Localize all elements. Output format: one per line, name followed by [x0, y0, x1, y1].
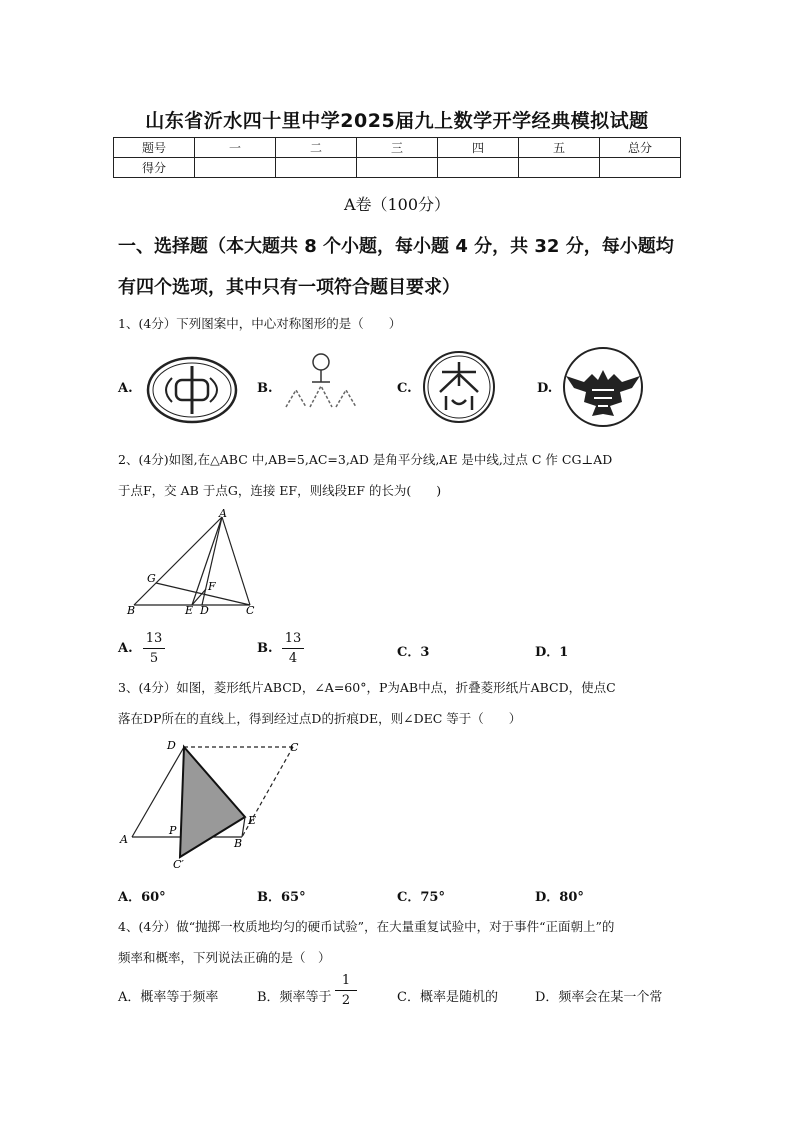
q3-text-line2: 落在DP所在的直线上，得到经过点D的折痕DE，则∠DEC 等于（ ）	[118, 711, 522, 726]
q2-label-f: F	[208, 580, 216, 593]
q2-option-b-denominator: 4	[288, 651, 298, 666]
q1-option-d-image	[562, 346, 644, 428]
q1-text: 1、(4分）下列图案中，中心对称图形的是（ ）	[118, 316, 402, 331]
q1-option-b-label[interactable]: B.	[257, 381, 273, 396]
q3-label-c-prime: C′	[173, 858, 184, 871]
score-table	[113, 137, 681, 178]
q3-label-p: P	[169, 824, 177, 837]
q4-option-b-fraction	[335, 973, 357, 1008]
score-cell: 四	[438, 138, 519, 158]
q2-option-a-numerator: 13	[145, 631, 163, 646]
q4-option-b-label[interactable]: B．频率等于	[257, 990, 332, 1005]
q3-label-d: D	[167, 739, 176, 752]
q4-option-c[interactable]: C．概率是随机的	[397, 990, 498, 1005]
q1-option-a-image	[146, 356, 238, 424]
section-a-heading: A卷（100分）	[343, 195, 451, 214]
q4-text-line2: 频率和概率，下列说法正确的是（ ）	[118, 950, 331, 965]
score-table-header-row	[114, 138, 681, 158]
q3-label-b: B	[234, 837, 243, 850]
q3-text-line1: 3、(4分）如图，菱形纸片ABCD，∠A=60°，P为AB中点，折叠菱形纸片ABCD，使点C	[118, 680, 616, 695]
q2-option-b-numerator: 13	[284, 631, 302, 646]
score-cell: 三	[357, 138, 438, 158]
score-cell: 五	[519, 138, 600, 158]
score-cell: 得分	[114, 158, 195, 178]
q2-option-a-denominator: 5	[149, 651, 159, 666]
q2-triangle-diagram	[126, 507, 266, 620]
q1-option-c-image	[422, 350, 496, 424]
q2-line-ac	[222, 517, 250, 605]
score-cell: 二	[276, 138, 357, 158]
section1-heading-line2: 有四个选项，其中只有一项符合题目要求）	[118, 277, 460, 298]
q3-option-c[interactable]: C．75°	[397, 890, 445, 905]
score-input-cell[interactable]	[195, 158, 276, 178]
q3-rhombus-diagram	[118, 735, 308, 875]
q4-option-d[interactable]: D．频率会在某一个常	[535, 990, 663, 1005]
exam-title: 山东省沂水四十里中学2025届九上数学开学经典模拟试题	[145, 110, 649, 132]
q2-label-b: B	[127, 604, 136, 617]
score-input-cell[interactable]	[276, 158, 357, 178]
q2-option-c[interactable]: C．3	[397, 645, 430, 660]
q1-option-c-label[interactable]: C.	[397, 381, 412, 396]
q3-label-e: E	[248, 814, 257, 827]
q2-label-c: C	[246, 604, 255, 617]
q2-label-d: D	[200, 604, 209, 617]
q4-option-a[interactable]: A．概率等于频率	[118, 990, 219, 1005]
score-input-cell[interactable]	[519, 158, 600, 178]
section1-heading-line1: 一、选择题（本大题共 8 个小题，每小题 4 分，共 32 分，每小题均	[118, 236, 674, 257]
q2-text-line1: 2、(4分)如图,在△ABC 中,AB=5,AC=3,AD 是角平分线,AE 是中线,过点 C 作 CG⊥AD	[118, 452, 613, 467]
q4-option-b-denominator: 2	[341, 993, 351, 1008]
q1-option-d-label[interactable]: D.	[537, 381, 553, 396]
score-table-score-row	[114, 158, 681, 178]
q2-label-g: G	[147, 572, 156, 585]
score-input-cell[interactable]	[438, 158, 519, 178]
q2-option-b-label[interactable]: B.	[257, 641, 273, 656]
q2-label-e: E	[185, 604, 194, 617]
score-cell: 题号	[114, 138, 195, 158]
q3-option-a[interactable]: A．60°	[118, 890, 166, 905]
q3-option-b[interactable]: B．65°	[257, 890, 306, 905]
q1-option-b-image	[284, 352, 358, 410]
q2-label-a: A	[219, 507, 227, 520]
q2-option-a-label[interactable]: A.	[118, 641, 133, 656]
score-cell: 一	[195, 138, 276, 158]
q2-option-a-fraction	[143, 631, 165, 666]
q3-option-d[interactable]: D．80°	[535, 890, 584, 905]
q4-text-line1: 4、(4分）做“抛掷一枚质地均匀的硬币试验”，在大量重复试验中，对于事件“正面朝上”的	[118, 919, 615, 934]
q2-option-b-fraction	[282, 631, 304, 666]
q4-option-b-numerator: 1	[341, 973, 351, 988]
q2-text-line2: 于点F，交 AB 于点G，连接 EF，则线段EF 的长为( )	[118, 483, 442, 498]
q1-option-a-label[interactable]: A.	[118, 381, 133, 396]
score-cell: 总分	[600, 138, 681, 158]
q3-label-c: C	[290, 741, 299, 754]
score-input-cell[interactable]	[357, 158, 438, 178]
q2-option-d[interactable]: D．1	[535, 645, 569, 660]
score-input-cell[interactable]	[600, 158, 681, 178]
q3-label-a: A	[120, 833, 128, 846]
q2-line-ae	[192, 517, 222, 605]
